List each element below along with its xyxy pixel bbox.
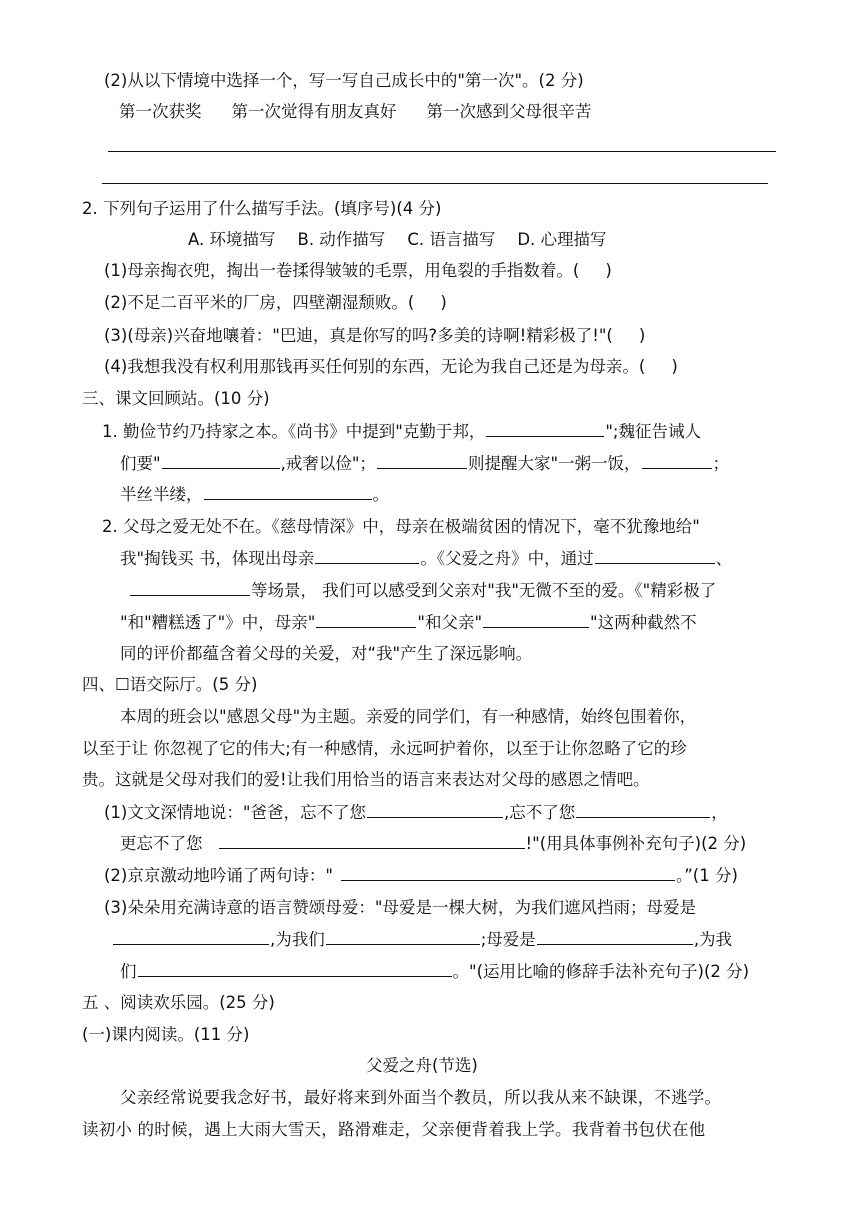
s4-q1-line2 <box>120 832 746 855</box>
bracket-close: ) <box>605 261 612 280</box>
fill-blank[interactable] <box>483 611 589 628</box>
fill-blank[interactable] <box>367 801 503 818</box>
s3-p1-line3 <box>120 483 389 506</box>
choice-d: D. 心理描写 <box>517 230 607 249</box>
text: (2)京京激动地吟诵了两句诗：" <box>104 866 333 885</box>
fill-blank[interactable] <box>576 801 710 818</box>
s4-q3-line3 <box>120 960 749 983</box>
text: ,为我 <box>693 930 733 949</box>
fill-blank[interactable] <box>162 452 280 469</box>
option-2: 第一次觉得有朋友真好 <box>231 102 397 121</box>
fill-blank[interactable] <box>595 547 715 564</box>
s4-q2 <box>104 864 738 887</box>
fill-blank[interactable] <box>326 928 480 945</box>
sentence-4 <box>104 356 678 378</box>
text: ,为我们 <box>270 930 325 949</box>
sentence-3-text: (3)(母亲)兴奋地嚷着："巴迪，真是你写的吗?多美的诗啊!精彩极了!"( <box>104 326 613 345</box>
bracket-close: ) <box>671 357 678 376</box>
text: ,戒奢以俭"； <box>280 454 376 473</box>
text: ;母爱是 <box>480 930 536 949</box>
text: (1)文文深情地说："爸爸，忘不了您 <box>104 803 366 822</box>
bracket-close: ) <box>440 293 447 312</box>
answer-line-2[interactable] <box>102 183 768 184</box>
s3-p2-line5: 同的评价都蕴含着父母的关爱，对“我"产生了深远影响。 <box>120 644 533 663</box>
sentence-1 <box>104 260 612 282</box>
text: "和"糟糕透了"》中，母亲" <box>120 613 316 632</box>
s4-q3-line2 <box>112 928 732 951</box>
s3-p1-line1 <box>102 420 701 443</box>
text: 们要" <box>120 454 161 473</box>
sentence-4-text: (4)我想我没有权利用那钱再买任何别的东西，无论为我自己还是为母亲。( <box>104 357 646 376</box>
s4-q1-line1 <box>104 801 728 824</box>
text: 。"(运用比喻的修辞手法补充句子)(2 分) <box>452 962 750 981</box>
text: 。 <box>372 485 389 504</box>
option-1: 第一次获奖 <box>119 102 202 121</box>
text: 等场景， 我们可以感受到父亲对"我"无微不至的爱。《"精彩极了 <box>251 581 717 600</box>
option-3: 第一次感到父母很辛苦 <box>426 102 592 121</box>
passage-line-2: 读初小 的时候，遇上大雨大雪天，路滑难走，父亲便背着我上学。我背着书包伏在他 <box>82 1120 706 1139</box>
s3-p2-line4 <box>120 611 697 634</box>
fill-blank[interactable] <box>130 579 250 596</box>
s3-p1-line2 <box>120 452 729 475</box>
fill-blank[interactable] <box>315 547 419 564</box>
fill-blank[interactable] <box>316 611 416 628</box>
sentence-2 <box>104 292 447 314</box>
section-3-heading: 三、课文回顾站。(10 分) <box>82 389 270 408</box>
bracket-close: ) <box>638 326 646 345</box>
passage-title: 父爱之舟(节选) <box>366 1056 478 1075</box>
text: 。”(1 分) <box>675 866 738 885</box>
text: ";魏征告诫人 <box>605 422 701 441</box>
fill-blank[interactable] <box>219 832 525 849</box>
fill-blank[interactable] <box>642 452 712 469</box>
option-list <box>119 101 592 123</box>
fill-blank[interactable] <box>113 928 269 945</box>
choice-a: A. 环境描写 <box>188 230 276 249</box>
choice-list <box>188 229 607 251</box>
section-5-heading: 五 、阅读欢乐园。(25 分) <box>82 993 275 1012</box>
text: "这两种截然不 <box>590 613 697 632</box>
s3-p2-line1: 2. 父母之爱无处不在。《慈母情深》中，母亲在极端贫困的情况下，毫不犹豫地给" <box>102 517 700 536</box>
text: 、 <box>715 549 733 568</box>
text: 。《父爱之舟》中，通过 <box>420 549 594 568</box>
text: 我"掏钱买 书，体现出母亲 <box>120 549 315 568</box>
s4-q3-line1: (3)朵朵用充满诗意的语言赞颂母爱："母爱是一棵大树，为我们遮风挡雨；母爱是 <box>104 898 696 917</box>
fill-blank[interactable] <box>138 960 452 977</box>
s4-intro-line1: 本周的班会以"感恩父母"为主题。亲爱的同学们，有一种感情，始终包围着你， <box>120 707 697 726</box>
text: !"(用具体事例补充句子)(2 分) <box>525 834 747 853</box>
sentence-2-text: (2)不足二百平米的厂房，四壁潮湿颓败。( <box>104 293 415 312</box>
choice-c: C. 语言描写 <box>407 230 496 249</box>
question-prompt: (2)从以下情境中选择一个，写一写自己成长中的"第一次"。(2 分) <box>104 71 584 90</box>
sentence-3 <box>104 325 645 347</box>
text: 们 <box>120 962 137 981</box>
section-5-subheading: (一)课内阅读。(11 分) <box>82 1025 250 1044</box>
text: 半丝半缕， <box>120 485 203 504</box>
text: 则提醒大家"一粥一饭， <box>467 454 641 473</box>
fill-blank[interactable] <box>204 483 372 500</box>
fill-blank[interactable] <box>341 864 675 881</box>
fill-blank[interactable] <box>537 928 693 945</box>
choice-b: B. 动作描写 <box>297 230 386 249</box>
text: "和父亲" <box>417 613 483 632</box>
fill-blank[interactable] <box>377 452 467 469</box>
text: 1. 勤俭节约乃持家之本。《尚书》中提到"克勤于邦， <box>102 422 486 441</box>
fill-blank[interactable] <box>486 420 604 437</box>
text: ； <box>712 454 730 473</box>
answer-line-1[interactable] <box>108 151 776 152</box>
text: ,忘不了您 <box>503 803 576 822</box>
passage-line-1: 父亲经常说要我念好书，最好将来到外面当个教员，所以我从来不缺课，不逃学。 <box>120 1088 722 1107</box>
text: ， <box>711 803 728 822</box>
sentence-1-text: (1)母亲掏衣兜，掏出一卷揉得皱皱的毛票，用龟裂的手指数着。( <box>104 261 580 280</box>
s3-p2-line3 <box>120 579 716 602</box>
text: 更忘不了您 <box>120 834 203 853</box>
s4-intro-line3: 贵。这就是父母对我们的爱!让我们用恰当的语言来表达对父母的感恩之情吧。 <box>82 770 650 789</box>
section-4-heading: 四、☐语交际厅。(5 分) <box>82 675 258 694</box>
s4-intro-line2: 以至于让 你忽视了它的伟大;有一种感情，永远呵护着你，以至于让你忽略了它的珍 <box>82 739 687 758</box>
s3-p2-line2 <box>120 547 732 570</box>
question-2-title: 2. 下列句子运用了什么描写手法。(填序号)(4 分) <box>82 199 442 218</box>
